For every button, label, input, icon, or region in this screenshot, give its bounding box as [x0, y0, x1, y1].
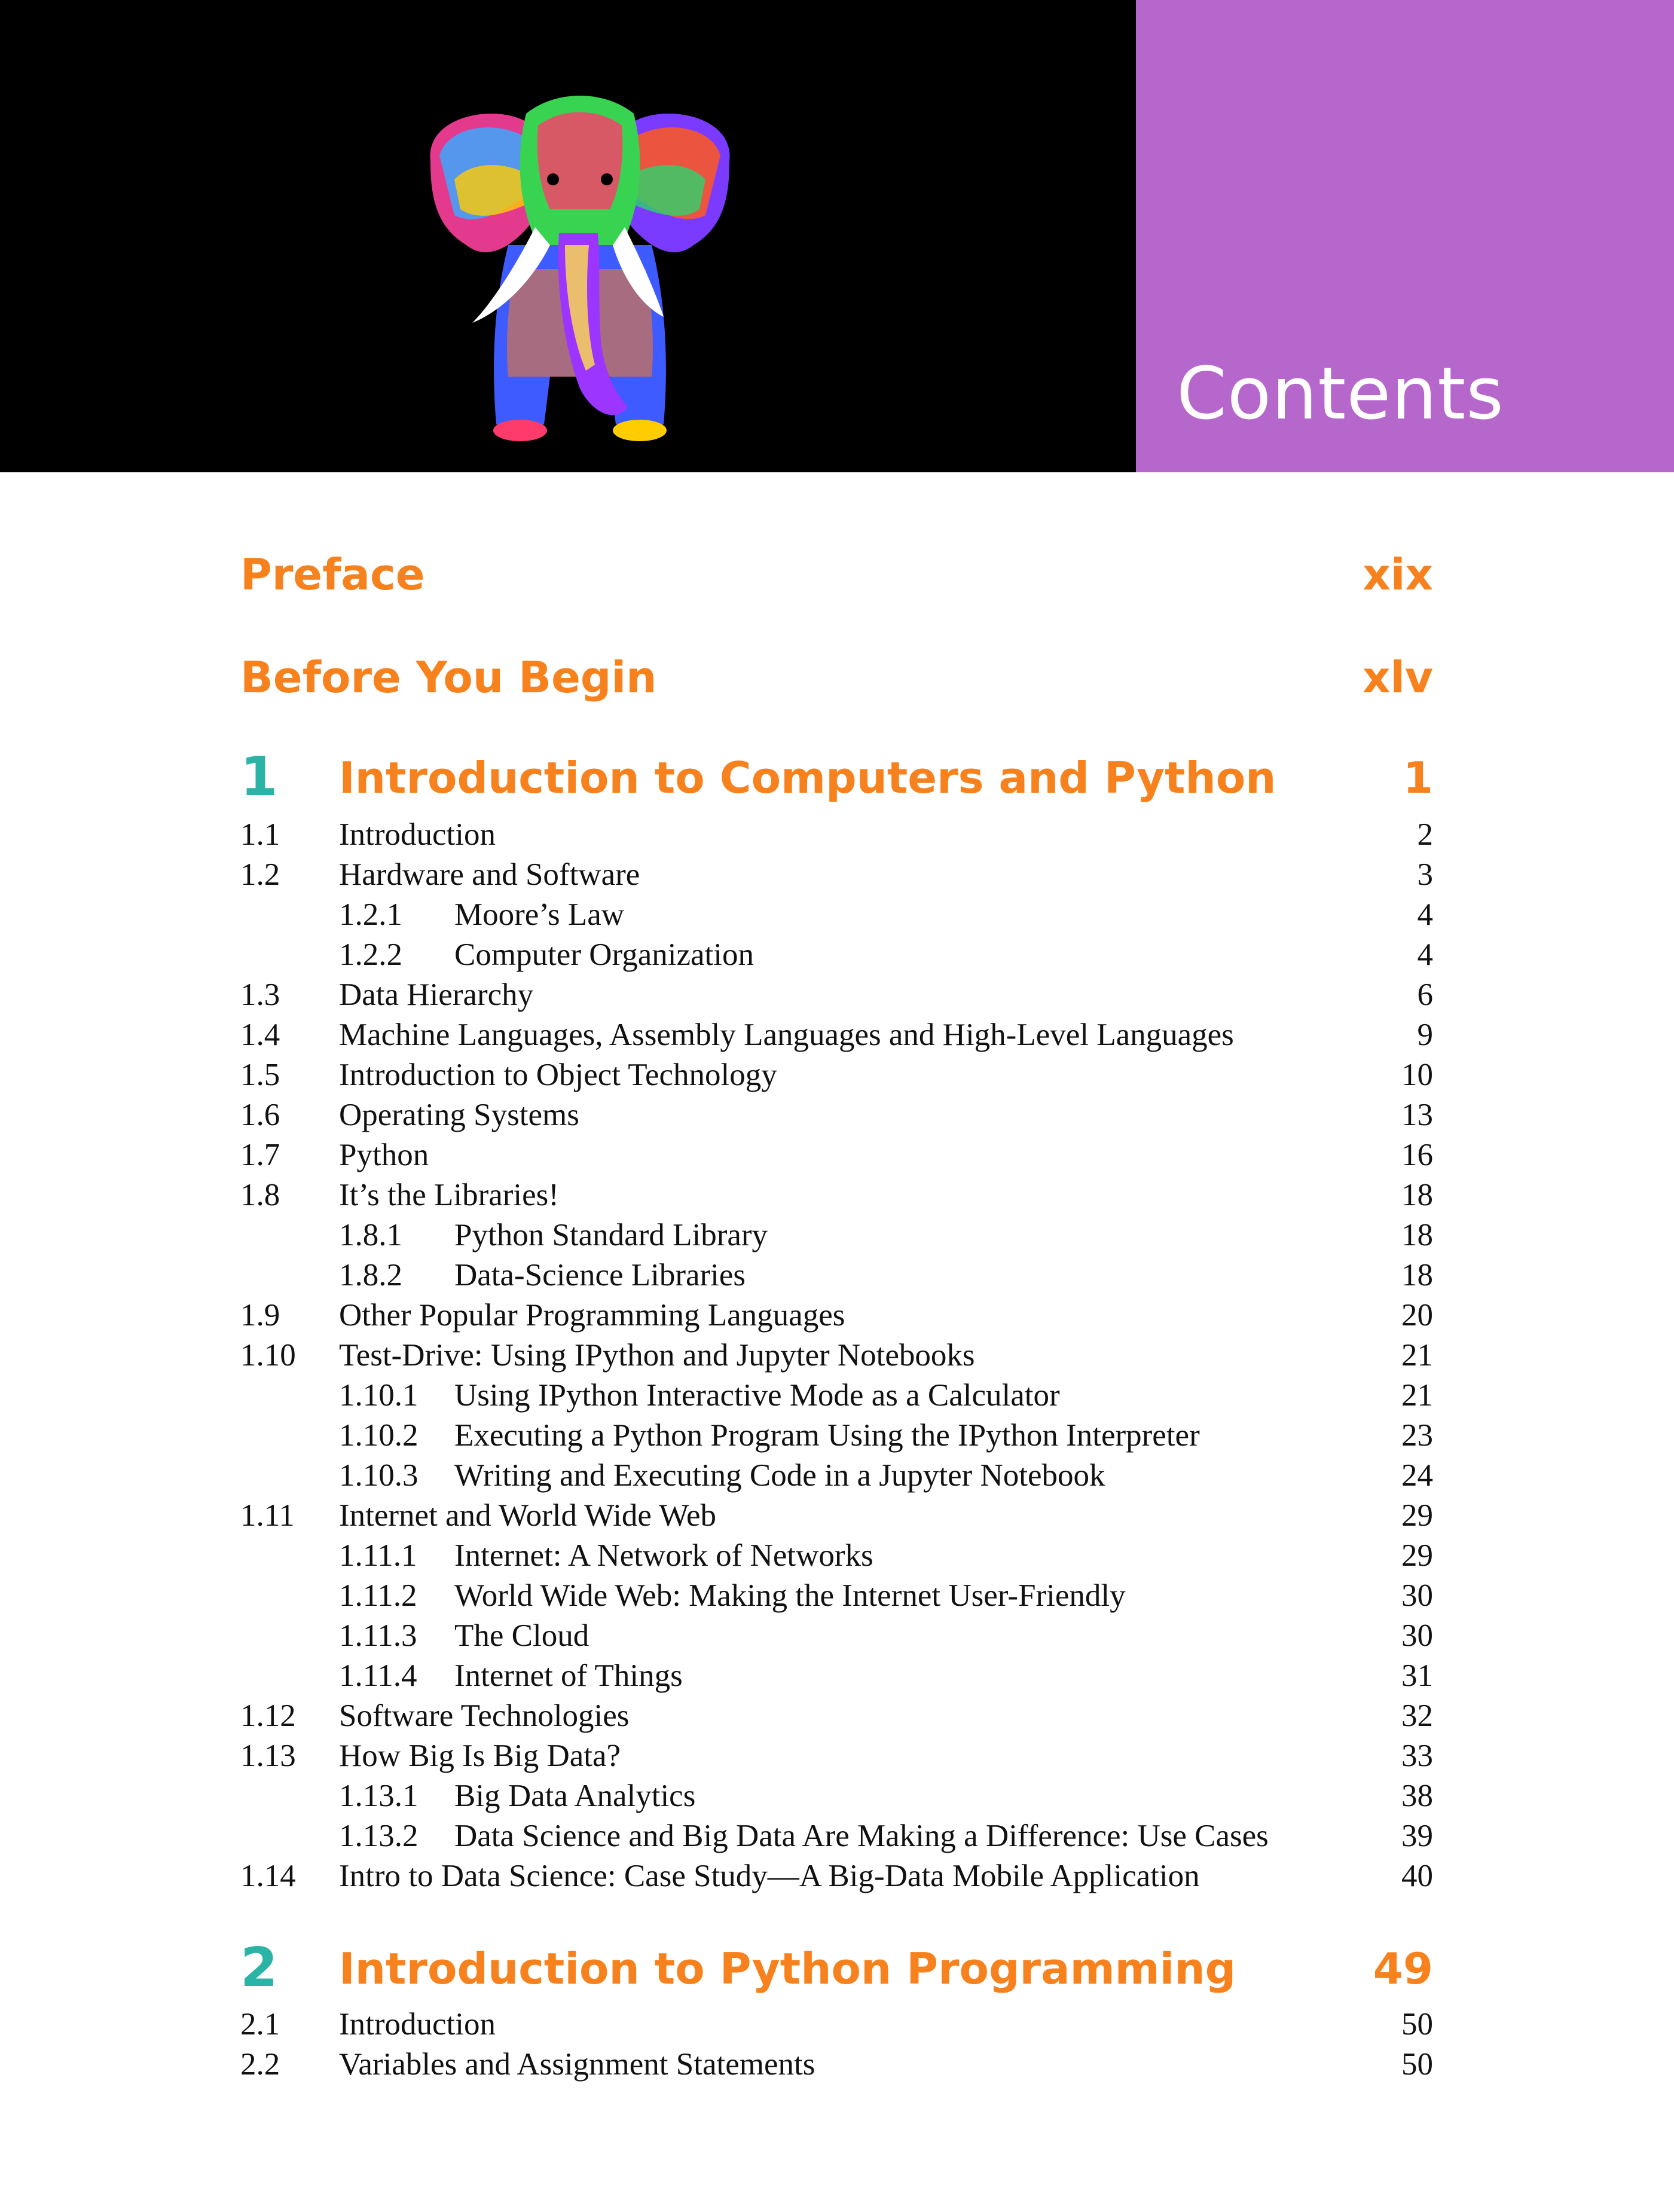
entry-page: 18	[1401, 1218, 1433, 1252]
toc-front-title: Preface	[240, 549, 425, 600]
entry-page: 50	[1401, 2047, 1433, 2082]
entry-page: 13	[1401, 1098, 1433, 1132]
toc-subentry[interactable]	[240, 1776, 1433, 1816]
entry-title: Internet and World Wide Web	[339, 1498, 717, 1533]
entry-page: 29	[1401, 1538, 1433, 1573]
toc-subentry[interactable]	[240, 1416, 1433, 1455]
entry-number: 1.2	[240, 857, 280, 892]
entry-title: Python	[339, 1138, 429, 1172]
entry-page: 40	[1401, 1859, 1433, 1893]
entry-number: 1.11.4	[339, 1658, 417, 1693]
entry-title: It’s the Libraries!	[339, 1178, 559, 1212]
entry-number: 1.10	[240, 1338, 296, 1373]
chapter-number: 1	[240, 746, 278, 808]
entry-title: Machine Languages, Assembly Languages and High-Level Languages	[339, 1018, 1234, 1052]
entry-number: 1.8	[240, 1178, 280, 1212]
entry-number: 1.10.2	[339, 1418, 418, 1453]
chapter-title: Introduction to Computers and Python	[339, 753, 1276, 803]
toc-subentry[interactable]	[240, 1576, 1433, 1615]
toc-chapter-2[interactable]	[240, 1936, 1433, 2013]
toc-entry[interactable]	[240, 1296, 1433, 1335]
entry-page: 4	[1417, 937, 1433, 972]
toc-entry[interactable]	[240, 1496, 1433, 1535]
entry-number: 2.2	[240, 2047, 280, 2082]
toc-front-page: xix	[1363, 549, 1433, 600]
toc-subentry[interactable]	[240, 1816, 1433, 1856]
entry-page: 30	[1401, 1618, 1433, 1653]
entry-number: 1.10.1	[339, 1378, 418, 1413]
entry-page: 50	[1401, 2007, 1433, 2042]
entry-title: Software Technologies	[339, 1698, 630, 1733]
toc-chapter-1[interactable]	[240, 746, 1433, 822]
entry-title: Operating Systems	[339, 1098, 579, 1132]
toc-entry[interactable]	[240, 975, 1433, 1015]
entry-page: 20	[1401, 1298, 1433, 1333]
entry-title: Data-Science Libraries	[454, 1258, 746, 1293]
entry-page: 18	[1401, 1258, 1433, 1293]
toc-entry[interactable]	[240, 1856, 1433, 1896]
toc-entry[interactable]	[240, 1736, 1433, 1776]
toc-subentry[interactable]	[240, 1656, 1433, 1695]
toc-subentry[interactable]	[240, 1616, 1433, 1655]
entry-page: 30	[1401, 1578, 1433, 1613]
entry-number: 1.11.2	[339, 1578, 417, 1613]
entry-page: 24	[1401, 1458, 1433, 1493]
entry-page: 39	[1401, 1819, 1433, 1853]
toc-entry[interactable]	[240, 1055, 1433, 1095]
entry-number: 1.11.3	[339, 1618, 417, 1653]
entry-title: Computer Organization	[454, 937, 754, 972]
entry-title: The Cloud	[454, 1618, 589, 1653]
entry-title: Big Data Analytics	[454, 1779, 696, 1813]
entry-title: Test-Drive: Using IPython and Jupyter Notebooks	[339, 1338, 975, 1373]
toc-subentry[interactable]	[240, 1215, 1433, 1255]
entry-title: Executing a Python Program Using the IPython Interpreter	[454, 1418, 1200, 1453]
entry-number: 1.2.2	[339, 937, 402, 972]
entry-number: 1.11.1	[339, 1538, 417, 1573]
entry-number: 1.7	[240, 1138, 280, 1172]
toc-subentry[interactable]	[240, 935, 1433, 974]
entry-number: 2.1	[240, 2007, 280, 2042]
entry-title: World Wide Web: Making the Internet User-Friendly	[454, 1578, 1126, 1613]
page-title: Contents	[1177, 353, 1504, 436]
toc-entry[interactable]	[240, 1336, 1433, 1375]
toc-front-title: Before You Begin	[240, 652, 657, 702]
chapter-page: 49	[1373, 1944, 1433, 1994]
toc-entry[interactable]	[240, 1135, 1433, 1175]
entry-number: 1.13.1	[339, 1779, 418, 1813]
entry-title: Variables and Assignment Statements	[339, 2047, 815, 2082]
chapter-page: 1	[1403, 753, 1433, 803]
entry-number: 1.13.2	[339, 1819, 418, 1853]
toc-subentry[interactable]	[240, 1536, 1433, 1575]
toc-front-before-you-begin[interactable]	[240, 652, 1433, 716]
entry-title: Intro to Data Science: Case Study—A Big-Data Mobile Application	[339, 1859, 1200, 1893]
toc-subentry[interactable]	[240, 1255, 1433, 1295]
entry-page: 29	[1401, 1498, 1433, 1533]
entry-number: 1.12	[240, 1698, 296, 1733]
entry-page: 3	[1417, 857, 1433, 892]
entry-title: Internet: A Network of Networks	[454, 1538, 873, 1573]
toc-entry[interactable]	[240, 2005, 1433, 2044]
toc-entry[interactable]	[240, 1095, 1433, 1135]
entry-number: 1.6	[240, 1098, 280, 1132]
entry-number: 1.2.1	[339, 897, 402, 932]
toc-front-page: xlv	[1362, 652, 1433, 702]
entry-page: 2	[1417, 817, 1433, 852]
entry-page: 9	[1417, 1018, 1433, 1052]
entry-title: Using IPython Interactive Mode as a Calculator	[454, 1378, 1060, 1413]
entry-title: Introduction	[339, 2007, 496, 2042]
entry-title: How Big Is Big Data?	[339, 1739, 621, 1773]
chapter-title: Introduction to Python Programming	[339, 1944, 1236, 1994]
entry-title: Writing and Executing Code in a Jupyter Notebook	[454, 1458, 1105, 1493]
entry-title: Internet of Things	[454, 1658, 683, 1693]
toc-subentry[interactable]	[240, 1376, 1433, 1415]
chapter-number: 2	[240, 1936, 278, 1999]
entry-page: 4	[1417, 897, 1433, 932]
entry-number: 1.14	[240, 1859, 296, 1893]
entry-number: 1.8.1	[339, 1218, 402, 1252]
entry-title: Data Hierarchy	[339, 977, 534, 1012]
entry-page: 10	[1401, 1058, 1433, 1092]
entry-title: Moore’s Law	[454, 897, 625, 932]
entry-page: 23	[1401, 1418, 1433, 1453]
entry-number: 1.8.2	[339, 1258, 402, 1293]
toc-entry[interactable]	[240, 855, 1433, 894]
entry-number: 1.4	[240, 1018, 280, 1052]
toc-entry[interactable]	[240, 1015, 1433, 1055]
entry-number: 1.11	[240, 1498, 295, 1533]
toc-entry[interactable]	[240, 2045, 1433, 2084]
toc-entry[interactable]	[240, 815, 1433, 854]
entry-number: 1.3	[240, 977, 280, 1012]
entry-page: 38	[1401, 1779, 1433, 1813]
entry-page: 16	[1401, 1138, 1433, 1172]
entry-title: Other Popular Programming Languages	[339, 1298, 845, 1333]
entry-page: 6	[1417, 977, 1433, 1012]
toc-entry[interactable]	[240, 1175, 1433, 1215]
entry-title: Data Science and Big Data Are Making a Difference: Use Cases	[454, 1819, 1269, 1853]
toc-subentry[interactable]	[240, 1456, 1433, 1495]
entry-title: Hardware and Software	[339, 857, 640, 892]
entry-title: Introduction	[339, 817, 496, 852]
entry-page: 33	[1401, 1739, 1433, 1773]
toc-entry[interactable]	[240, 1696, 1433, 1736]
entry-title: Introduction to Object Technology	[339, 1058, 777, 1092]
entry-page: 21	[1401, 1338, 1433, 1373]
entry-page: 21	[1401, 1378, 1433, 1413]
entry-number: 1.13	[240, 1739, 296, 1773]
toc-subentry[interactable]	[240, 895, 1433, 934]
entry-number: 1.10.3	[339, 1458, 418, 1493]
entry-page: 31	[1401, 1658, 1433, 1693]
entry-number: 1.9	[240, 1298, 280, 1333]
entry-number: 1.1	[240, 817, 280, 852]
entry-page: 18	[1401, 1178, 1433, 1212]
toc-front-preface[interactable]	[240, 549, 1433, 613]
entry-page: 32	[1401, 1698, 1433, 1733]
entry-title: Python Standard Library	[454, 1218, 768, 1252]
entry-number: 1.5	[240, 1058, 280, 1092]
